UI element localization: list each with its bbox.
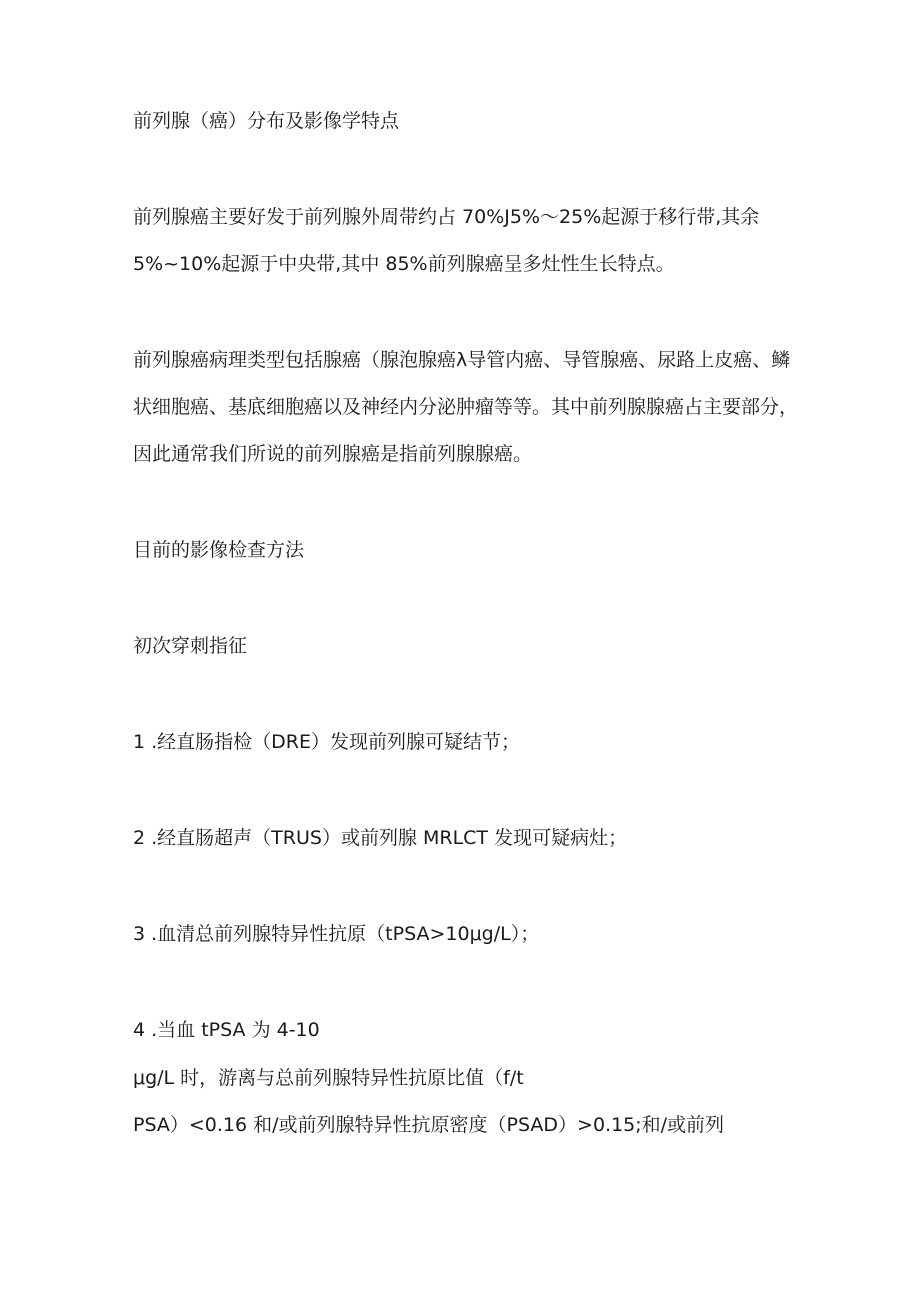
indication-4-continued-line-1: μg∕L 时，游离与总前列腺特异性抗原比值（f/t (133, 1067, 524, 1089)
section-indications-heading: 初次穿刺指征 (133, 635, 248, 657)
paragraph-2-line-2: 状细胞癌、基底细胞癌以及神经内分泌肿瘤等等。其中前列腺腺癌占主要部分， (133, 396, 799, 418)
indication-item: 4 .当血 tPSA 为 4-10 (133, 1019, 320, 1041)
document-heading: 前列腺（癌）分布及影像学特点 (133, 110, 400, 132)
paragraph-1-line-2: 5%~10%起源于中央带,其中 85%前列腺癌呈多灶性生长特点。 (133, 253, 675, 275)
paragraph-2-line-3: 因此通常我们所说的前列腺癌是指前列腺腺癌。 (133, 443, 533, 465)
section-imaging-heading: 目前的影像检查方法 (133, 539, 305, 561)
paragraph-2-line-1: 前列腺癌病理类型包括腺癌（腺泡腺癌λ导管内癌、导管腺癌、尿路上皮癌、鳞 (133, 349, 791, 371)
indication-item: 1 .经直肠指检（DRE）发现前列腺可疑结节； (133, 731, 521, 753)
indication-4-continued-line-2: PSA）<0.16 和/或前列腺特异性抗原密度（PSAD）>0.15;和/或前列 (133, 1114, 725, 1136)
paragraph-1-line-1: 前列腺癌主要好发于前列腺外周带约占 70%J5%〜25%起源于移行带,其余 (133, 206, 760, 228)
indication-item: 2 .经直肠超声（TRUS）或前列腺 MRLCT 发现可疑病灶； (133, 827, 628, 849)
indication-item: 3 .血清总前列腺特异性抗原（tPSA>10μg∕L）； (133, 923, 540, 945)
